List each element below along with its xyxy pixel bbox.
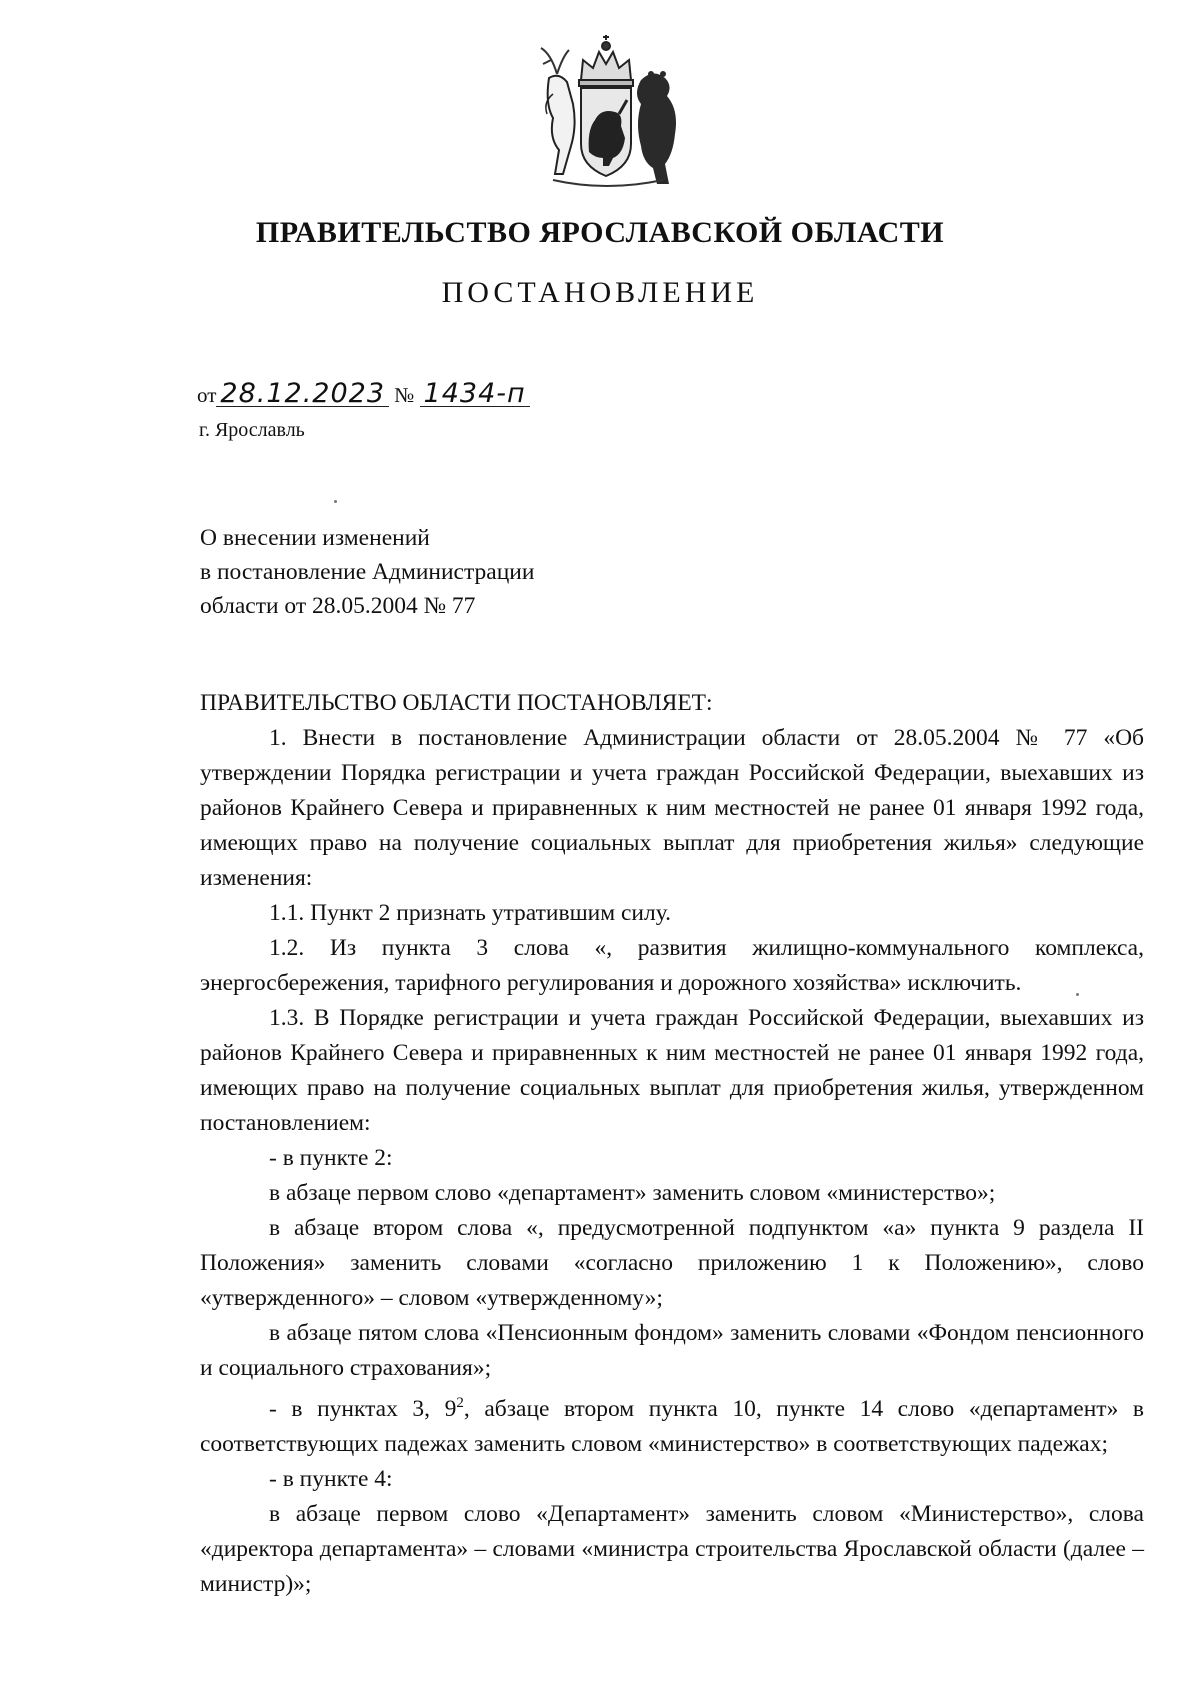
paragraph-1: 1. Внести в постановление Администрации области от 28.05.2004 № 77 «Об утверждении Порядка регистрации и учета граждан Российской Федерации, выехавших из районов Крайнего Севера и приравненных к ним местностей не ранее 01 января 1992 года, имеющих право на получение социальных выплат для приобретения жилья» следующие изменения: (200, 725, 1144, 891)
subject-line: в постановление Администрации (200, 559, 535, 585)
city-label: г. Ярославль (199, 419, 305, 441)
date-number-line (197, 378, 530, 409)
organization-title: ПРАВИТЕЛЬСТВО ЯРОСЛАВСКОЙ ОБЛАСТИ (255, 216, 945, 249)
points-lead: - в пунктах 3, 9 (269, 1395, 457, 1422)
subject-line: области от 28.05.2004 № 77 (200, 593, 476, 619)
point-2-paragraph-5: в абзаце пятом слова «Пенсионным фондом» заменить словами «Фондом пенсионного и социального страхования»; (200, 1320, 1144, 1381)
scan-speck (1076, 993, 1079, 996)
document-body (200, 686, 1144, 1602)
points-3-9-10-14 (200, 1386, 1144, 1462)
decree-line: ПРАВИТЕЛЬСТВО ОБЛАСТИ ПОСТАНОВЛЯЕТ: (200, 690, 713, 716)
paragraph-1-1: 1.1. Пункт 2 признать утратившим силу. (269, 900, 671, 926)
item-point-4: - в пункте 4: (269, 1465, 393, 1492)
superscript: 2 (456, 1395, 464, 1411)
paragraph-1-2: 1.2. Из пункта 3 слова «, развития жилищно-коммунального комплекса, энергосбережения, тарифного регулирования и дорожного хозяйства» исключить. (200, 935, 1144, 996)
number-field: 1434-п (420, 382, 530, 407)
document-type-title: ПОСТАНОВЛЕНИЕ (441, 276, 759, 309)
item-point-2: - в пункте 2: (269, 1145, 393, 1171)
paragraph-1-3: 1.3. В Порядке регистрации и учета граждан Российской Федерации, выехавших из районов Крайнего Севера и приравненных к ним местностей не ранее 01 января 1992 года, имеющих право на получение социальных выплат для приобретения жилья, утвержденном постановлением: (200, 1005, 1144, 1136)
date-prefix: от (197, 383, 217, 407)
document-subject (200, 521, 534, 623)
point-2-paragraph-2: в абзаце втором слова «, предусмотренной подпунктом «а» пункта 9 раздела II Положения» заменить словами «согласно приложению 1 к Положению», слово «утвержденного» – словом «утвержденному»; (200, 1215, 1144, 1311)
subject-line: О внесении изменений (200, 525, 430, 551)
number-prefix: № (394, 383, 415, 407)
point-4-paragraph-1: в абзаце первом слово «Департамент» заменить словом «Министерство», слова «директора департамента» – словами «министра строительства Ярославской области (далее – министр)»; (200, 1500, 1144, 1597)
date-field: 28.12.2023 (216, 382, 389, 407)
points-rest: , абзаце втором пункта 10, пункте 14 слово «департамент» в соответствующих падежах заменить словом «министерство» в соответствующих падежах; (200, 1395, 1145, 1457)
point-2-paragraph-1: в абзаце первом слово «департамент» заменить словом «министерство»; (269, 1180, 996, 1206)
scan-speck (334, 500, 337, 503)
coat-of-arms-icon (523, 34, 689, 192)
